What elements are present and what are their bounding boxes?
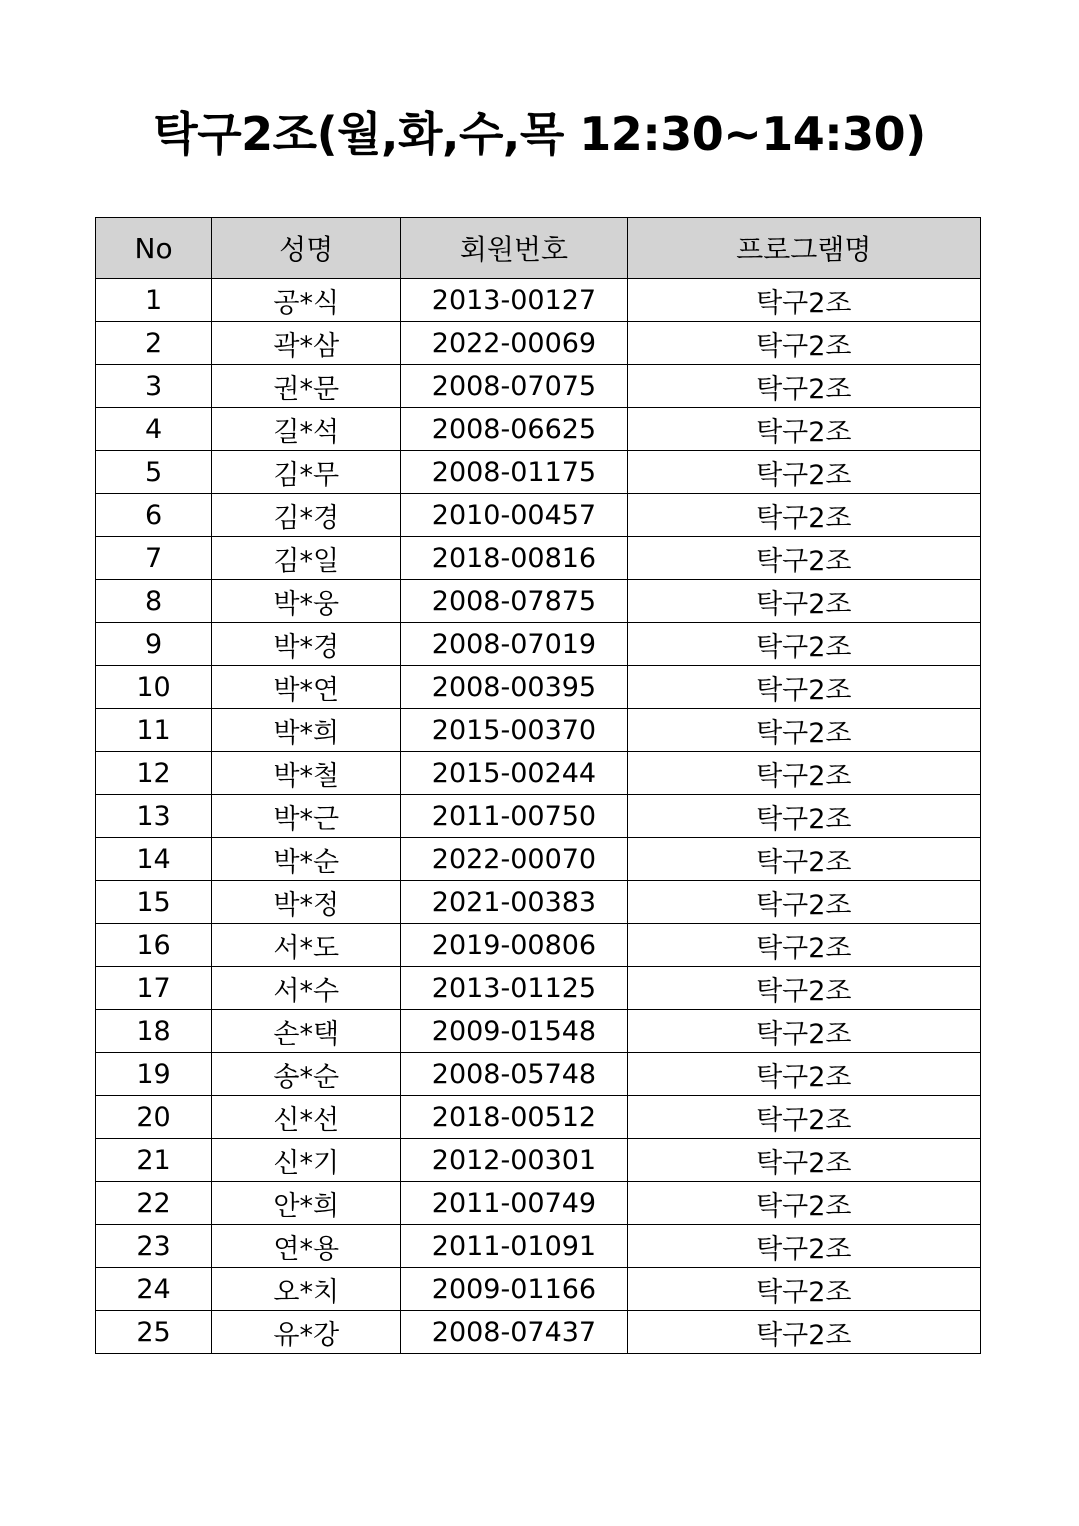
name-cell: 김*무 xyxy=(212,451,401,494)
name-cell: 신*선 xyxy=(212,1096,401,1139)
header-name: 성명 xyxy=(212,218,401,279)
program-cell: 탁구2조 xyxy=(627,967,980,1010)
program-cell: 탁구2조 xyxy=(627,924,980,967)
program-cell: 탁구2조 xyxy=(627,1182,980,1225)
program-cell: 탁구2조 xyxy=(627,709,980,752)
row-number-cell: 18 xyxy=(96,1010,212,1053)
name-cell: 김*경 xyxy=(212,494,401,537)
program-cell: 탁구2조 xyxy=(627,1139,980,1182)
row-number-cell: 14 xyxy=(96,838,212,881)
table-row xyxy=(96,1182,981,1225)
table-row xyxy=(96,1225,981,1268)
member-id-cell: 2013-00127 xyxy=(401,279,627,322)
table-row xyxy=(96,1096,981,1139)
table-row xyxy=(96,322,981,365)
header-member-id: 회원번호 xyxy=(401,218,627,279)
table-header-row xyxy=(96,218,981,279)
member-id-cell: 2008-06625 xyxy=(401,408,627,451)
member-id-cell: 2008-05748 xyxy=(401,1053,627,1096)
name-cell: 권*문 xyxy=(212,365,401,408)
program-cell: 탁구2조 xyxy=(627,1268,980,1311)
row-number-cell: 20 xyxy=(96,1096,212,1139)
row-number-cell: 9 xyxy=(96,623,212,666)
table-row xyxy=(96,408,981,451)
table-row xyxy=(96,451,981,494)
name-cell: 박*정 xyxy=(212,881,401,924)
member-id-cell: 2018-00816 xyxy=(401,537,627,580)
name-cell: 박*웅 xyxy=(212,580,401,623)
name-cell: 김*일 xyxy=(212,537,401,580)
program-cell: 탁구2조 xyxy=(627,365,980,408)
name-cell: 신*기 xyxy=(212,1139,401,1182)
row-number-cell: 23 xyxy=(96,1225,212,1268)
member-id-cell: 2012-00301 xyxy=(401,1139,627,1182)
member-id-cell: 2021-00383 xyxy=(401,881,627,924)
table-row xyxy=(96,365,981,408)
name-cell: 오*치 xyxy=(212,1268,401,1311)
name-cell: 서*수 xyxy=(212,967,401,1010)
row-number-cell: 7 xyxy=(96,537,212,580)
row-number-cell: 4 xyxy=(96,408,212,451)
row-number-cell: 22 xyxy=(96,1182,212,1225)
row-number-cell: 25 xyxy=(96,1311,212,1354)
program-cell: 탁구2조 xyxy=(627,408,980,451)
program-cell: 탁구2조 xyxy=(627,1053,980,1096)
member-id-cell: 2010-00457 xyxy=(401,494,627,537)
table-row xyxy=(96,924,981,967)
member-id-cell: 2008-07875 xyxy=(401,580,627,623)
member-id-cell: 2011-00749 xyxy=(401,1182,627,1225)
program-cell: 탁구2조 xyxy=(627,1311,980,1354)
row-number-cell: 11 xyxy=(96,709,212,752)
name-cell: 곽*삼 xyxy=(212,322,401,365)
member-id-cell: 2019-00806 xyxy=(401,924,627,967)
member-id-cell: 2022-00069 xyxy=(401,322,627,365)
table-row xyxy=(96,1139,981,1182)
table-row xyxy=(96,1010,981,1053)
program-cell: 탁구2조 xyxy=(627,623,980,666)
table-row xyxy=(96,666,981,709)
row-number-cell: 3 xyxy=(96,365,212,408)
table-row xyxy=(96,752,981,795)
row-number-cell: 10 xyxy=(96,666,212,709)
table-row xyxy=(96,1053,981,1096)
name-cell: 유*강 xyxy=(212,1311,401,1354)
row-number-cell: 2 xyxy=(96,322,212,365)
table-row xyxy=(96,795,981,838)
member-id-cell: 2009-01166 xyxy=(401,1268,627,1311)
program-cell: 탁구2조 xyxy=(627,795,980,838)
header-program: 프로그램명 xyxy=(627,218,980,279)
row-number-cell: 24 xyxy=(96,1268,212,1311)
member-id-cell: 2008-00395 xyxy=(401,666,627,709)
member-id-cell: 2013-01125 xyxy=(401,967,627,1010)
table-row xyxy=(96,580,981,623)
name-cell: 박*경 xyxy=(212,623,401,666)
table-row xyxy=(96,881,981,924)
row-number-cell: 17 xyxy=(96,967,212,1010)
table-row xyxy=(96,279,981,322)
table-row xyxy=(96,494,981,537)
program-cell: 탁구2조 xyxy=(627,752,980,795)
row-number-cell: 6 xyxy=(96,494,212,537)
name-cell: 손*택 xyxy=(212,1010,401,1053)
row-number-cell: 21 xyxy=(96,1139,212,1182)
name-cell: 길*석 xyxy=(212,408,401,451)
name-cell: 안*희 xyxy=(212,1182,401,1225)
program-cell: 탁구2조 xyxy=(627,1225,980,1268)
table-body xyxy=(96,279,981,1354)
name-cell: 공*식 xyxy=(212,279,401,322)
member-id-cell: 2015-00370 xyxy=(401,709,627,752)
name-cell: 박*희 xyxy=(212,709,401,752)
program-cell: 탁구2조 xyxy=(627,279,980,322)
program-cell: 탁구2조 xyxy=(627,451,980,494)
row-number-cell: 19 xyxy=(96,1053,212,1096)
row-number-cell: 8 xyxy=(96,580,212,623)
member-id-cell: 2022-00070 xyxy=(401,838,627,881)
row-number-cell: 5 xyxy=(96,451,212,494)
program-cell: 탁구2조 xyxy=(627,580,980,623)
table-row xyxy=(96,709,981,752)
program-cell: 탁구2조 xyxy=(627,322,980,365)
row-number-cell: 15 xyxy=(96,881,212,924)
row-number-cell: 1 xyxy=(96,279,212,322)
member-id-cell: 2011-00750 xyxy=(401,795,627,838)
name-cell: 박*근 xyxy=(212,795,401,838)
table-row xyxy=(96,967,981,1010)
row-number-cell: 16 xyxy=(96,924,212,967)
name-cell: 박*연 xyxy=(212,666,401,709)
name-cell: 연*용 xyxy=(212,1225,401,1268)
name-cell: 박*철 xyxy=(212,752,401,795)
program-cell: 탁구2조 xyxy=(627,881,980,924)
program-cell: 탁구2조 xyxy=(627,537,980,580)
member-id-cell: 2008-01175 xyxy=(401,451,627,494)
member-id-cell: 2015-00244 xyxy=(401,752,627,795)
table-row xyxy=(96,537,981,580)
program-cell: 탁구2조 xyxy=(627,1096,980,1139)
member-id-cell: 2008-07075 xyxy=(401,365,627,408)
name-cell: 서*도 xyxy=(212,924,401,967)
table-row xyxy=(96,1268,981,1311)
member-id-cell: 2011-01091 xyxy=(401,1225,627,1268)
header-no: No xyxy=(96,218,212,279)
member-id-cell: 2009-01548 xyxy=(401,1010,627,1053)
member-id-cell: 2008-07019 xyxy=(401,623,627,666)
name-cell: 송*순 xyxy=(212,1053,401,1096)
name-cell: 박*순 xyxy=(212,838,401,881)
program-cell: 탁구2조 xyxy=(627,666,980,709)
program-cell: 탁구2조 xyxy=(627,494,980,537)
program-cell: 탁구2조 xyxy=(627,1010,980,1053)
table-row xyxy=(96,623,981,666)
table-row xyxy=(96,1311,981,1354)
member-id-cell: 2008-07437 xyxy=(401,1311,627,1354)
member-id-cell: 2018-00512 xyxy=(401,1096,627,1139)
program-cell: 탁구2조 xyxy=(627,838,980,881)
table-row xyxy=(96,838,981,881)
page-title: 탁구2조(월,화,수,목 12:30~14:30) xyxy=(153,107,926,161)
row-number-cell: 13 xyxy=(96,795,212,838)
row-number-cell: 12 xyxy=(96,752,212,795)
member-table xyxy=(95,217,981,1354)
